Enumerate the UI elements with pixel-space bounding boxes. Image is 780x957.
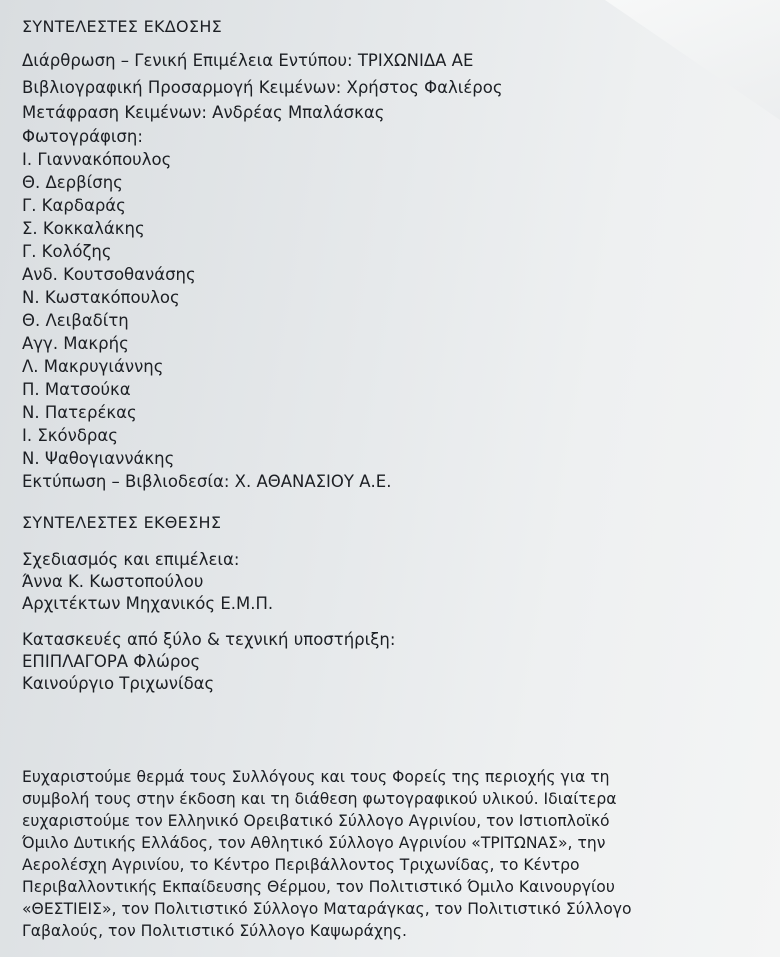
translation-credit: Μετάφραση Κειμένων: Ανδρέας Μπαλάσκας bbox=[22, 103, 385, 122]
bibliography-credit: Βιβλιογραφική Προσαρμογή Κειμένων: Χρήστος Φαλιέρος bbox=[22, 78, 503, 97]
acknowledgement-line: Γαβαλούς, τον Πολιτιστικό Σύλλογο Καψωράχης. bbox=[22, 922, 407, 940]
layout-credit: Διάρθρωση – Γενική Επιμέλεια Εντύπου: ΤΡΙΧΩΝΙΔΑ ΑΕ bbox=[22, 51, 474, 70]
acknowledgement-line: συμβολή τους στην έκδοση και τη διάθεση φωτογραφικού υλικού. Ιδιαίτερα bbox=[22, 790, 617, 808]
acknowledgement-line: «ΘΕΣΤΙΕΙΣ», τον Πολιτιστικό Σύλλογο Ματαράγκας, τον Πολιτιστικό Σύλλογο bbox=[22, 900, 632, 918]
printing-credit: Εκτύπωση – Βιβλιοδεσία: Χ. ΑΘΑΝΑΣΙΟΥ Α.Ε. bbox=[22, 472, 392, 491]
photographer-item: Θ. Λειβαδίτη bbox=[22, 311, 129, 330]
photographer-item: Ν. Ψαθογιαννάκης bbox=[22, 449, 175, 468]
acknowledgements-paragraph bbox=[22, 766, 772, 942]
acknowledgement-line: Περιβαλλοντικής Εκπαίδευσης Θέρμου, τον Πολιτιστικό Όμιλο Καινουργίου bbox=[22, 878, 615, 896]
exhibition-heading: ΣΥΝΤΕΛΕΣΤΕΣ ΕΚΘΕΣΗΣ bbox=[22, 513, 222, 532]
construction-company: ΕΠΙΠΛΑΓΟΡΑ Φλώρος bbox=[22, 652, 201, 671]
photographer-item: Γ. Κολόζης bbox=[22, 242, 112, 261]
acknowledgement-line: Αερολέσχη Αγρινίου, το Κέντρο Περιβάλλοντος Τριχωνίδας, το Κέντρο bbox=[22, 856, 580, 874]
construction-label: Κατασκευές από ξύλο & τεχνική υποστήριξη: bbox=[22, 630, 396, 649]
photographer-item: Ι. Γιαννακόπουλος bbox=[22, 150, 172, 169]
designer-name: Άννα Κ. Κωστοπούλου bbox=[22, 572, 204, 591]
photographer-item: Ανδ. Κουτσοθανάσης bbox=[22, 265, 196, 284]
acknowledgement-line: ευχαριστούμε τον Ελληνικό Ορειβατικό Σύλλογο Αγρινίου, τον Ιστιοπλοϊκό bbox=[22, 812, 610, 830]
acknowledgement-line: Ευχαριστούμε θερμά τους Συλλόγους και τους Φορείς της περιοχής για τη bbox=[22, 768, 610, 786]
photographer-item: Ι. Σκόνδρας bbox=[22, 426, 118, 445]
photographer-item: Λ. Μακρυγιάννης bbox=[22, 357, 164, 376]
construction-place: Καινούργιο Τριχωνίδας bbox=[22, 674, 215, 693]
photographer-item: Π. Ματσούκα bbox=[22, 380, 131, 399]
photographer-item: Ν. Πατερέκας bbox=[22, 403, 137, 422]
photographer-item: Θ. Δερβίσης bbox=[22, 173, 123, 192]
acknowledgement-line: Όμιλο Δυτικής Ελλάδος, τον Αθλητικό Σύλλογο Αγρινίου «ΤΡΙΤΩΝΑΣ», την bbox=[22, 834, 606, 852]
photographer-item: Αγγ. Μακρής bbox=[22, 334, 129, 353]
photographer-item: Γ. Καρδαράς bbox=[22, 196, 126, 215]
designer-title: Αρχιτέκτων Μηχανικός Ε.Μ.Π. bbox=[22, 594, 274, 613]
photography-label: Φωτογράφιση: bbox=[22, 127, 143, 146]
photographer-item: Σ. Κοκκαλάκης bbox=[22, 219, 145, 238]
design-label: Σχεδιασμός και επιμέλεια: bbox=[22, 550, 240, 569]
photographer-item: Ν. Κωστακόπουλος bbox=[22, 288, 180, 307]
edition-heading: ΣΥΝΤΕΛΕΣΤΕΣ ΕΚΔΟΣΗΣ bbox=[22, 17, 223, 36]
